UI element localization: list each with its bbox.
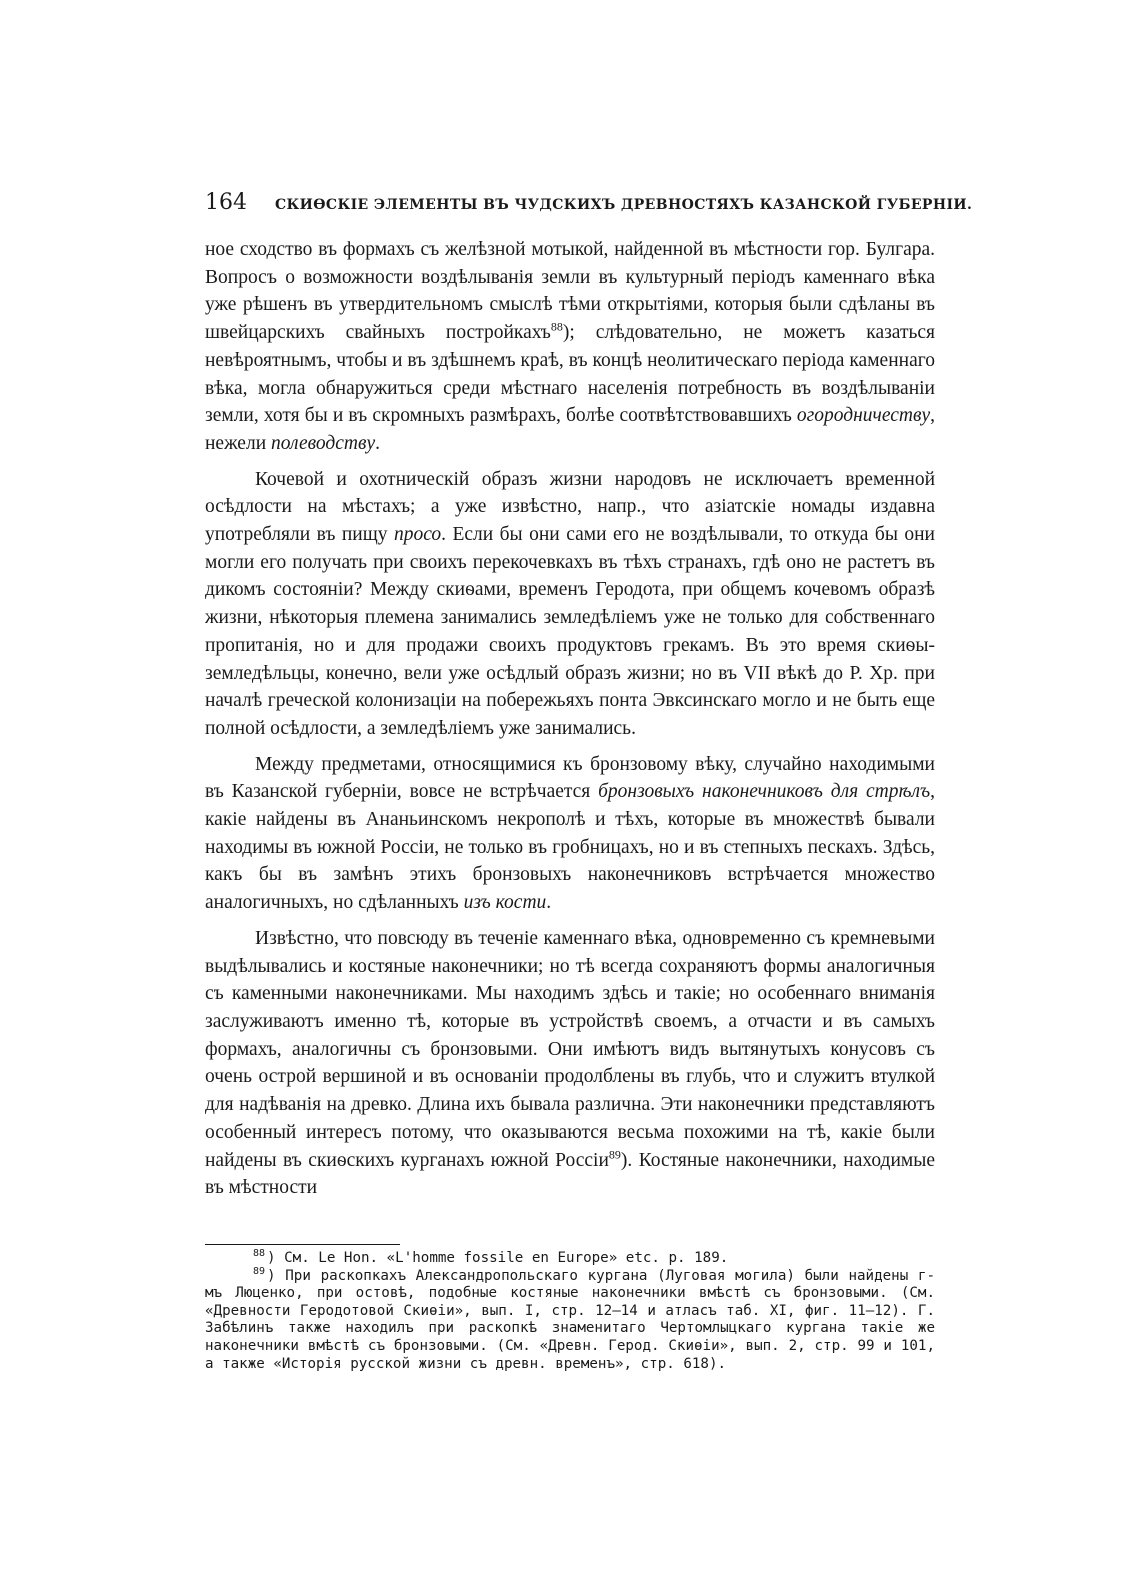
paragraph-text: .: [546, 892, 552, 914]
page-header: [205, 190, 973, 215]
running-title: СКИѲСКІЕ ЭЛЕМЕНТЫ ВЪ ЧУДСКИХЪ ДРЕВНОСТЯХЪ КАЗАНСКОЙ ГУБЕРНІИ.: [275, 197, 973, 213]
footnote-88: [205, 1250, 935, 1268]
page-number: 164: [205, 190, 247, 215]
footnote-reference: 89: [608, 1147, 621, 1161]
paragraph-text: ). Костяные наконечники, находимые въ мѣстности: [205, 1149, 935, 1199]
italic-term: бронзовыхъ наконечниковъ для стрѣлъ: [598, 781, 931, 803]
paragraph-3: [205, 751, 935, 917]
footnote-text: ) См. Le Hon. «L'homme fossile en Europe» etc. p. 189.: [267, 1250, 729, 1266]
italic-term: огородничеству: [796, 405, 931, 427]
paragraph-1: [205, 236, 935, 458]
paragraph-text: ное сходство въ формахъ съ желѣзной мотыкой, найденной въ мѣстности гор. Булгара. Вопросъ о возможности воздѣлыванія земли въ культурный періодъ каменнаго вѣка уже рѣшенъ въ утвердительномъ смыслѣ тѣми открытіями, которыя были сдѣланы въ швейцарскихъ свайныхъ постройкахъ: [205, 239, 935, 344]
main-text: [205, 236, 935, 1202]
footnote-divider: [205, 1244, 400, 1245]
paragraph-text: ); слѣдовательно, не можетъ казаться невѣроятнымъ, чтобы и въ здѣшнемъ краѣ, въ концѣ неолитическаго періода каменнаго вѣка, могла обнаружиться среди мѣстнаго населенія потребность въ воздѣлываніи земли, хотя бы и въ скромныхъ размѣрахъ, болѣе соотвѣтствовавшихъ: [205, 322, 935, 427]
footnote-text: ) При раскопкахъ Александропольскаго кургана (Луговая могила) были найдены г-мъ Люценко, при остовѣ, подобные костяные наконечники вмѣстѣ съ бронзовыми. (См. «Древности Геродотовой Скиѳіи», вып. I, стр. 12—14 и атласъ таб. XI, фиг. 11—12). Г. Забѣлинъ также находилъ при раскопкѣ знаменитаго Чертомлыцкаго кургана такіе же наконечники вмѣстѣ съ бронзовыми. (См. «Древн. Герод. Скиѳіи», вып. 2, стр. 99 и 101, а также «Исторія русской жизни съ древн. временъ», стр. 618).: [205, 1267, 935, 1372]
paragraph-text: .: [375, 432, 380, 454]
footnote-mark: 88: [253, 1248, 266, 1260]
paragraph-text: , нежели: [205, 405, 935, 454]
paragraph-4: [205, 925, 935, 1202]
italic-term: просо: [393, 524, 442, 546]
paragraph-text: Кочевой и охотническій образъ жизни народовъ не исключаетъ временной осѣдлости на мѣстахъ; а уже извѣстно, напр., что азіатскіе номады издавна употребляли въ пищу: [205, 468, 935, 546]
italic-term: полеводству: [271, 432, 376, 454]
footnote-reference: 88: [550, 319, 563, 334]
paragraph-text: Между предметами, относящимися къ бронзовому вѣку, случайно находимыми въ Казанской губерніи, вовсе не встрѣчается: [205, 753, 935, 803]
italic-term: изъ кости: [463, 892, 547, 914]
paragraph-text: . Если бы они сами его не воздѣлывали, то откуда бы они могли его получать при своихъ перекочевкахъ въ тѣхъ странахъ, гдѣ оно не растетъ въ дикомъ состояніи? Между скиѳами, временъ Геродота, при общемъ кочевомъ образѣ жизни, нѣкоторыя племена занимались земледѣліемъ уже не только для собственнаго пропитанія, но и для продажи своихъ продуктовъ грекамъ. Въ это время скиѳы-земледѣльцы, конечно, вели уже осѣдлый образъ жизни; но въ VII вѣкѣ до Р. Хр. при началѣ греческой колонизаціи на побережьяхъ понта Эвксинскаго могло и не быть еще полной осѣдлости, а земледѣліемъ уже занимались.: [205, 524, 935, 739]
paragraph-text: Извѣстно, что повсюду въ теченіе каменнаго вѣка, одновременно съ кремневыми выдѣлывались и костяные наконечники; но тѣ всегда сохраняютъ формы аналогичныя съ каменными наконечниками. Мы находимъ здѣсь и такіе; но особеннаго вниманія заслуживаютъ именно тѣ, которые въ устройствѣ своемъ, а отчасти и въ самыхъ формахъ, аналогичны съ бронзовыми. Они имѣютъ видъ вытянутыхъ конусовъ съ очень острой вершиной и въ основаніи продолблены въ глубь, что и служитъ втулкой для надѣванія на древко. Длина ихъ бывала различна. Эти наконечники представляютъ особенный интересъ потому, что оказываются весьма похожими на тѣ, какіе были найдены въ скиѳскихъ курганахъ южной Россіи: [205, 927, 935, 1171]
footnote-mark: 89: [253, 1265, 266, 1277]
paragraph-text: , какіе найдены въ Ананьинскомъ некрополѣ и тѣхъ, которые въ множествѣ бывали находимы въ южной Россіи, не только въ гробницахъ, но и въ степныхъ пескахъ. Здѣсь, какъ бы въ замѣнъ этихъ бронзовыхъ наконечниковъ встрѣчается множество аналогичныхъ, но сдѣланныхъ: [205, 781, 935, 914]
footnotes: [205, 1250, 935, 1373]
paragraph-2: [205, 466, 935, 743]
footnote-89: [205, 1265, 935, 1374]
